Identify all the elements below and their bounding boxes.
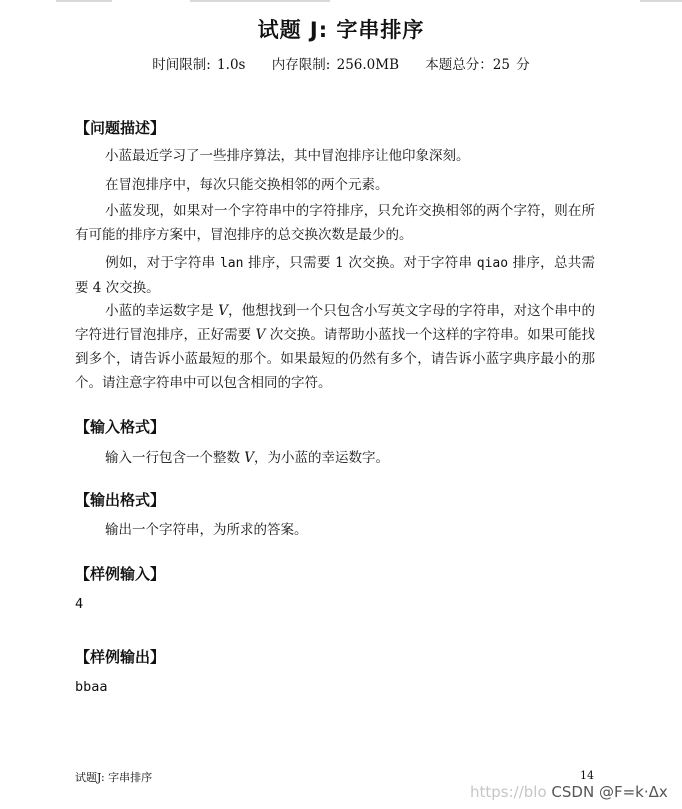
- variable-v: V: [255, 327, 266, 343]
- section-heading-sample-output: 【样例输出】: [75, 648, 166, 666]
- problem-text: 小蓝的幸运数字是: [105, 303, 219, 319]
- problem-paragraph: [75, 251, 595, 300]
- problem-paragraph: [75, 144, 595, 168]
- time-limit: 时间限制: 1.0s: [152, 57, 246, 73]
- tab-indicator: [56, 0, 112, 2]
- section-heading-problem: 【问题描述】: [75, 119, 166, 137]
- page-number: 14: [580, 769, 594, 782]
- tab-indicator: [190, 0, 330, 2]
- total-score: 本题总分：25 分: [425, 57, 530, 73]
- section-heading-sample-input: 【样例输入】: [75, 565, 166, 583]
- section-heading-input: 【输入格式】: [75, 418, 166, 436]
- code-qiao: qiao: [476, 256, 509, 271]
- input-paragraph: [75, 446, 595, 470]
- watermark-author: CSDN @F=k·Δx: [551, 783, 668, 801]
- section-heading-output: 【输出格式】: [75, 491, 166, 509]
- memory-limit: 内存限制: 256.0MB: [271, 57, 399, 73]
- problem-text: 小蓝发现，如果对一个字符串中的字符排序，只允许交换相邻的两个字符，则在所有可能的排序方案中，冒泡排序的总交换次数是最少的。: [75, 203, 595, 243]
- page-title: 试题 J: 字串排序: [257, 18, 425, 42]
- limits-line: [0, 53, 682, 73]
- variable-v: V: [218, 303, 228, 319]
- problem-paragraph: [75, 199, 595, 247]
- problem-text: ，他想找到一个只包含小写英文字母的字符串，对这个串中的字符进行冒泡排序，正好需要: [75, 303, 596, 343]
- watermark-url: https://blo: [470, 783, 547, 801]
- variable-v: V: [244, 450, 255, 466]
- problem-text: 次交换。请帮助小蓝找一个这样的字符串。如果可能找到多个，请告诉小蓝最短的那个。如果最短的仍然有多个，请告诉小蓝字典序最小的那个。请注意字符串中可以包含相同的字符。: [75, 327, 595, 391]
- problem-text: 例如，对于字符串: [105, 255, 220, 271]
- output-text: 输出一个字符串，为所求的答案。: [105, 522, 308, 538]
- top-toolbar-strip: [0, 0, 682, 6]
- corner-control: [640, 0, 682, 2]
- input-text: 输入一行包含一个整数: [105, 450, 245, 466]
- sample-input-value: 4: [75, 596, 84, 612]
- problem-text: 排序，只需要 1 次交换。对于字符串: [243, 255, 477, 271]
- problem-paragraph: [75, 299, 595, 395]
- problem-text: 排序，总共需要 4 次交换。: [75, 255, 595, 296]
- sample-output-value: bbaa: [75, 679, 108, 695]
- input-text: ，为小蓝的幸运数字。: [254, 450, 390, 466]
- problem-text: 在冒泡排序中，每次只能交换相邻的两个元素。: [105, 177, 389, 193]
- problem-text: 小蓝最近学习了一些排序算法，其中冒泡排序让他印象深刻。: [105, 148, 470, 164]
- watermark: [470, 783, 668, 801]
- output-paragraph: [75, 518, 595, 542]
- code-lan: lan: [219, 256, 244, 271]
- problem-paragraph: [75, 173, 595, 197]
- footer-title: 试题J: 字串排序: [75, 771, 153, 784]
